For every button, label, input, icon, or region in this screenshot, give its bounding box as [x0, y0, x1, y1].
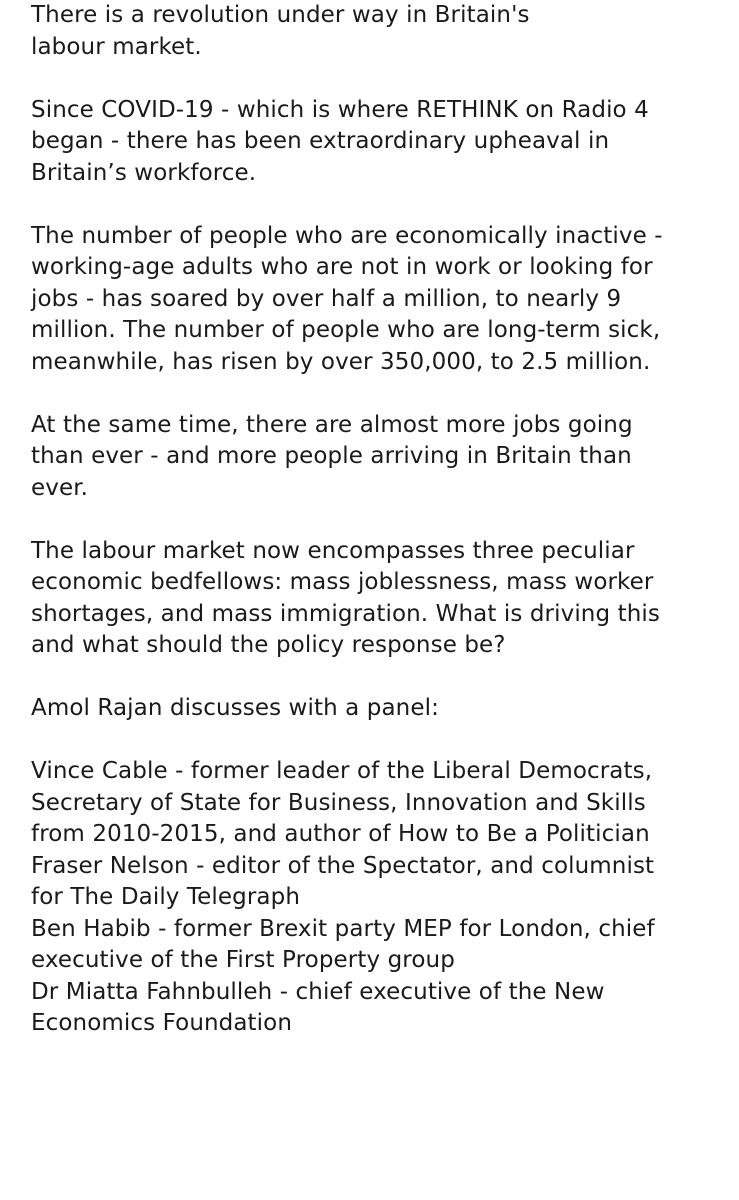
covid-paragraph [31, 95, 731, 190]
text-line: The labour market now encompasses three peculiar [31, 537, 635, 564]
article-body [31, 0, 731, 1040]
panel-line: Secretary of State for Business, Innovation and Skills [31, 789, 646, 816]
text-line: There is a revolution under way in Britain's [31, 2, 530, 28]
panel-line: Vince Cable - former leader of the Liberal Democrats, [31, 758, 653, 784]
text-line: ever. [31, 474, 89, 501]
bedfellows-paragraph [31, 536, 731, 662]
text-line: jobs - has soared by over half a million, to nearly 9 [31, 285, 622, 312]
text-line: shortages, and mass immigration. What is driving this [31, 600, 660, 627]
panel-line: Economics Foundation [31, 1010, 293, 1036]
text-line: working-age adults who are not in work or looking for [31, 254, 653, 280]
text-line: than ever - and more people arriving in Britain than [31, 443, 632, 469]
text-line: Britain’s workforce. [31, 159, 257, 186]
text-line: labour market. [31, 33, 202, 60]
text-line: Amol Rajan discusses with a panel: [31, 695, 439, 721]
panel-list [31, 756, 731, 1040]
panel-line: for The Daily Telegraph [31, 884, 300, 910]
text-line: Since COVID-19 - which is where RETHINK on Radio 4 [31, 96, 649, 123]
panel-line: from 2010-2015, and author of How to Be a Politician [31, 821, 650, 847]
panel-intro-paragraph [31, 693, 731, 725]
text-line: and what should the policy response be? [31, 632, 506, 658]
text-line: million. The number of people who are long-term sick, [31, 317, 661, 343]
text-line: meanwhile, has risen by over 350,000, to 2.5 million. [31, 348, 651, 375]
jobs-paragraph [31, 410, 731, 505]
inactivity-paragraph [31, 221, 731, 379]
panel-line: Fraser Nelson - editor of the Spectator, and columnist [31, 852, 655, 879]
text-line: began - there has been extraordinary upheaval in [31, 128, 610, 154]
panel-line: executive of the First Property group [31, 947, 455, 973]
text-line: The number of people who are economically inactive - [31, 222, 663, 249]
intro-paragraph [31, 0, 731, 63]
panel-line: Dr Miatta Fahnbulleh - chief executive of the New [31, 978, 605, 1005]
text-line: economic bedfellows: mass joblessness, mass worker [31, 569, 654, 595]
panel-line: Ben Habib - former Brexit party MEP for London, chief [31, 915, 655, 942]
text-line: At the same time, there are almost more jobs going [31, 411, 633, 438]
